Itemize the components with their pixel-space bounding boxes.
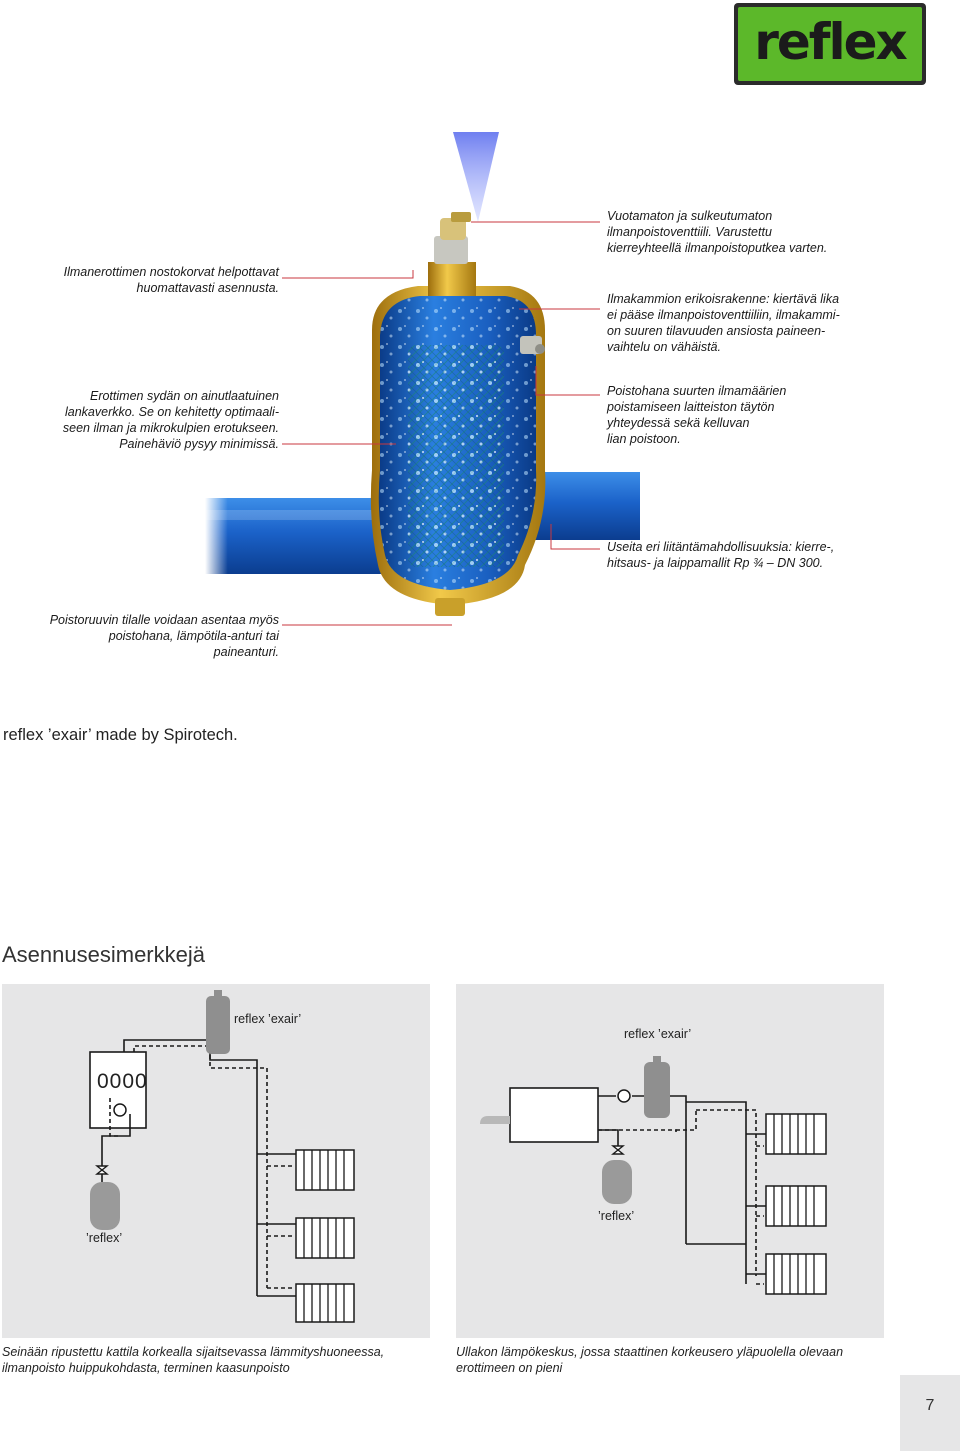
bottom-plug	[435, 598, 465, 616]
note-air-vent: Vuotamaton ja sulkeutumaton ilmanpoistoventtiili. Varustettu kierreyhteellä ilmanpoistoputkea varten.	[607, 209, 828, 255]
example-caption-2: Ullakon lämpökeskus, jossa staattinen korkeusero yläpuolella olevaan erottimeen on pieni	[456, 1345, 844, 1375]
valve-icon	[97, 1166, 107, 1174]
leader-lifting-lugs	[282, 270, 413, 278]
pipe-stub	[480, 1116, 510, 1124]
radiator	[766, 1114, 826, 1154]
note-air-chamber: Ilmakammion erikoisrakenne: kiertävä lika ei pääse ilmanpoistoventtiiliin, ilmakammi- on suuren tilavuuden ansiosta paineen- vaihtelu on vähäistä.	[607, 292, 840, 354]
reflex-logo	[734, 3, 926, 85]
expansion-vessel	[602, 1160, 632, 1204]
page-number: 7	[925, 1397, 935, 1414]
example-panel-1	[2, 984, 430, 1338]
product-caption: reflex ’exair’ made by Spirotech.	[3, 726, 238, 744]
note-drain-valve: Poistohana suurten ilmamäärien poistamiseen laitteiston täytön yhteydessä sekä kelluvan lian poistoon.	[607, 384, 787, 446]
radiator	[766, 1254, 826, 1294]
separator-icon	[644, 1062, 670, 1118]
page-number-box	[900, 1375, 960, 1451]
label-vessel-2: ’reflex’	[598, 1209, 635, 1223]
note-connections: Useita eri liitäntämahdollisuuksia: kierre-, hitsaus- ja laippamallit Rp ¾ – DN 300.	[607, 540, 835, 570]
pump-icon	[114, 1104, 126, 1116]
note-mesh-core: Erottimen sydän on ainutlaatuinen lankaverkko. Se on kehitetty optimaali- seen ilman ja mikrokulpien erotukseen. Painehäviö pysyy minimissä.	[62, 389, 279, 451]
radiator	[296, 1284, 354, 1322]
pump-icon	[618, 1090, 630, 1102]
logo-text: reflex	[754, 13, 906, 71]
schematic-1	[2, 984, 430, 1338]
vent-air-spray	[453, 132, 499, 222]
note-drain-screw: Poistoruuvin tilalle voidaan asentaa myös poistohana, lämpötila-anturi tai paineanturi.	[49, 613, 279, 659]
note-lifting-lugs: Ilmanerottimen nostokorvat helpottavat huomattavasti asennusta.	[63, 265, 279, 295]
radiator	[296, 1218, 354, 1258]
label-vessel-1: ’reflex’	[86, 1231, 123, 1245]
valve-icon	[613, 1146, 623, 1154]
logo-green-field	[738, 7, 922, 81]
expansion-vessel	[90, 1182, 120, 1230]
radiator	[766, 1186, 826, 1226]
label-separator-1: reflex ’exair’	[234, 1012, 302, 1026]
vent-neck	[428, 262, 476, 296]
example-panel-2	[456, 984, 884, 1338]
boiler	[510, 1088, 598, 1142]
label-separator-2: reflex ’exair’	[624, 1027, 692, 1041]
leader-drain-valve	[536, 366, 600, 395]
example-caption-1: Seinään ripustettu kattila korkealla sijaitsevassa lämmityshuoneessa, ilmanpoisto huippukohdasta, terminen kaasunpoisto	[2, 1345, 385, 1375]
radiator	[296, 1150, 354, 1190]
separator-icon	[206, 996, 230, 1054]
section-title: Asennusesimerkkejä	[2, 942, 205, 967]
boiler-display: 0000	[97, 1070, 148, 1093]
